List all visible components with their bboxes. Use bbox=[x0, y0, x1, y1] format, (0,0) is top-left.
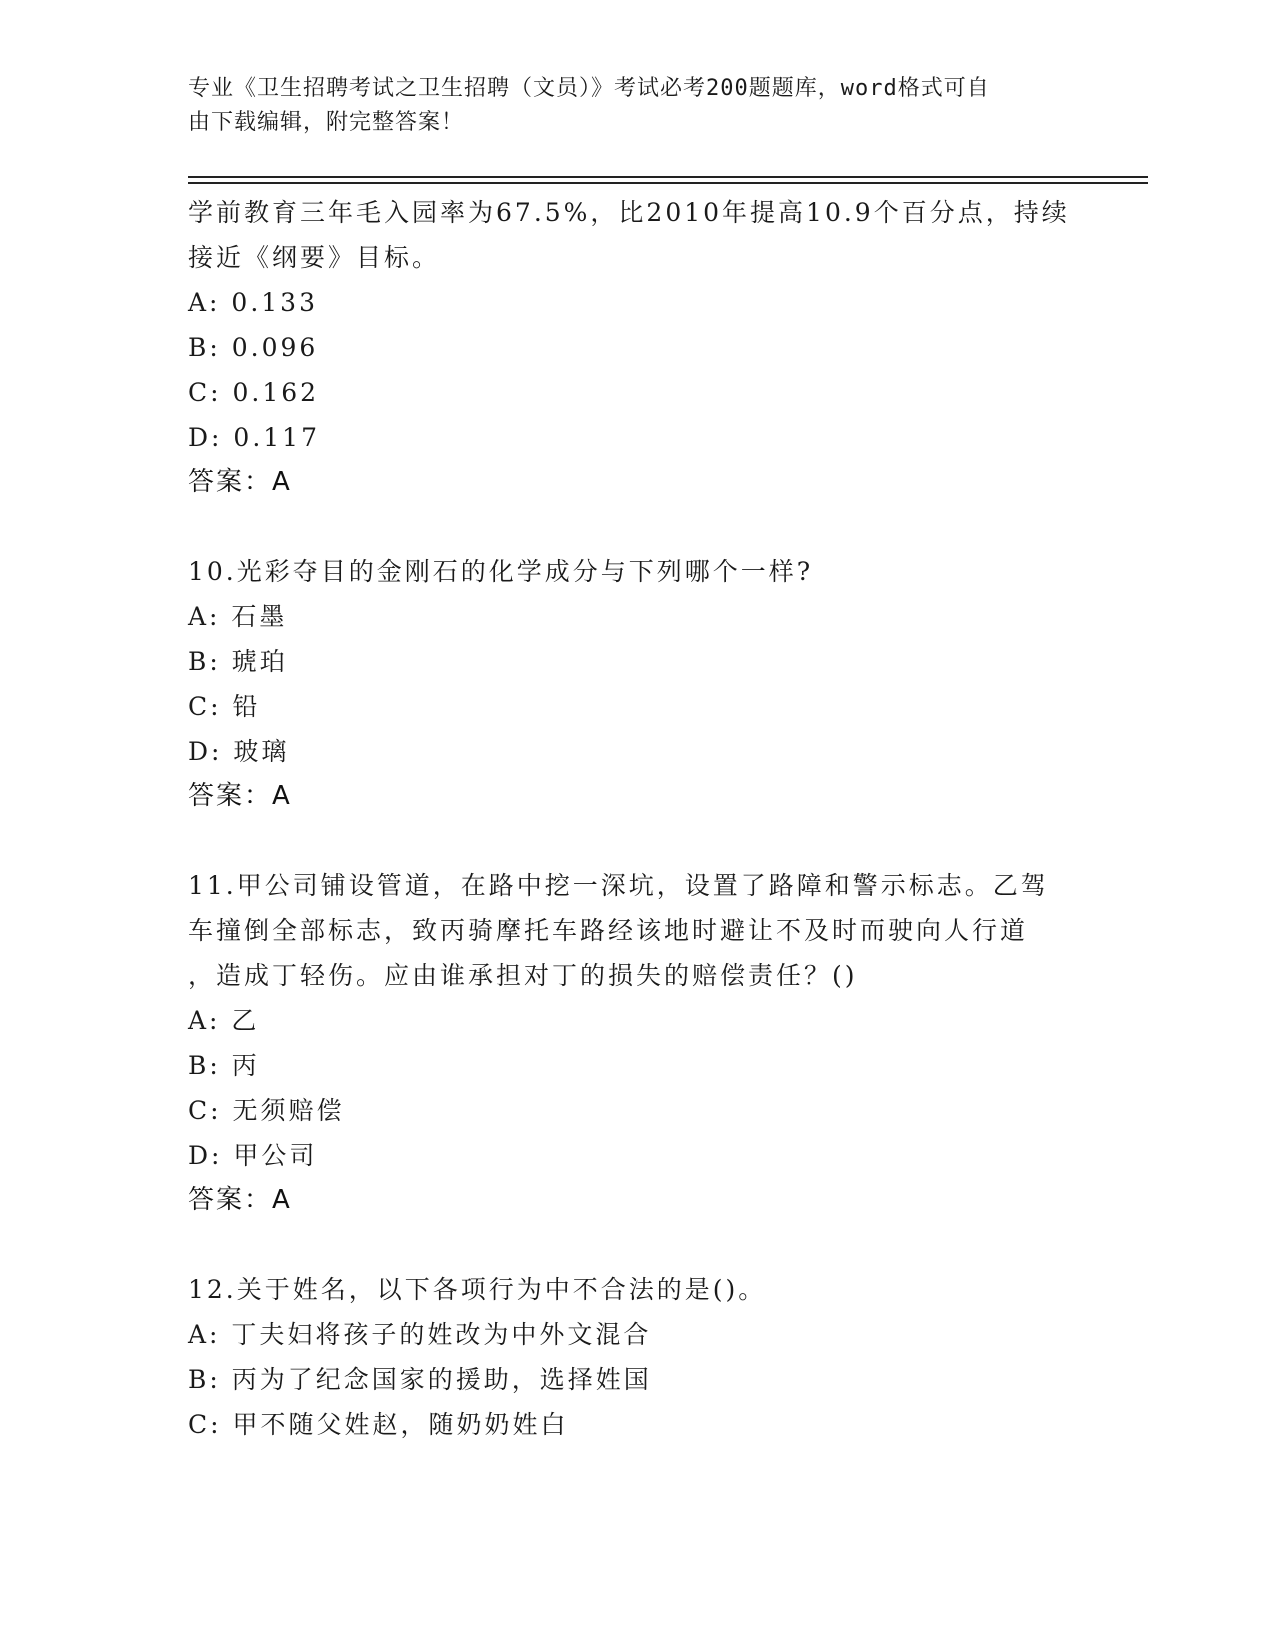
option-c: C: 无须赔偿 bbox=[188, 1096, 345, 1125]
option-b: B: 0.096 bbox=[188, 333, 319, 362]
answer-line: 答案：A bbox=[188, 467, 292, 497]
option-b: B: 琥珀 bbox=[188, 647, 288, 676]
question-stem-line: ，造成丁轻伤。应由谁承担对丁的损失的赔偿责任？() bbox=[188, 961, 858, 990]
document-content bbox=[188, 190, 1088, 1447]
question-9 bbox=[188, 190, 1088, 505]
answer-line: 答案：A bbox=[188, 781, 292, 811]
header-line-2: 由下载编辑，附完整答案！ bbox=[188, 110, 465, 135]
question-stem-line: 11.甲公司铺设管道，在路中挖一深坑，设置了路障和警示标志。乙驾 bbox=[188, 871, 1049, 900]
spacer bbox=[188, 1223, 1088, 1267]
question-stem-line: 接近《纲要》目标。 bbox=[188, 243, 441, 272]
question-stem-line: 车撞倒全部标志，致丙骑摩托车路经该地时避让不及时而驶向人行道 bbox=[188, 916, 1029, 945]
option-a: A: 0.133 bbox=[188, 288, 318, 317]
spacer bbox=[188, 505, 1088, 549]
question-11 bbox=[188, 863, 1088, 1223]
question-12 bbox=[188, 1267, 1088, 1447]
question-stem-line: 12.关于姓名，以下各项行为中不合法的是()。 bbox=[188, 1275, 767, 1304]
option-b: B: 丙 bbox=[188, 1051, 260, 1080]
spacer bbox=[188, 819, 1088, 863]
option-d: D: 0.117 bbox=[188, 423, 320, 452]
answer-line: 答案：A bbox=[188, 1185, 292, 1215]
option-c: C: 0.162 bbox=[188, 378, 320, 407]
header-rule-top bbox=[188, 176, 1148, 178]
option-d: D: 玻璃 bbox=[188, 737, 290, 766]
question-stem-line: 10.光彩夺目的金刚石的化学成分与下列哪个一样? bbox=[188, 557, 814, 586]
option-c: C: 甲不随父姓赵，随奶奶姓白 bbox=[188, 1410, 569, 1439]
option-a: A: 乙 bbox=[188, 1006, 260, 1035]
question-10 bbox=[188, 549, 1088, 819]
question-stem-line: 学前教育三年毛入园率为67.5%，比2010年提高10.9个百分点，持续 bbox=[188, 198, 1070, 227]
header-rule-bottom bbox=[188, 182, 1148, 184]
option-a: A: 石墨 bbox=[188, 602, 288, 631]
option-c: C: 铅 bbox=[188, 692, 261, 721]
option-b: B: 丙为了纪念国家的援助，选择姓国 bbox=[188, 1365, 652, 1394]
option-a: A: 丁夫妇将孩子的姓改为中外文混合 bbox=[188, 1320, 652, 1349]
header-line-1: 专业《卫生招聘考试之卫生招聘（文员）》考试必考200题题库，word格式可自 bbox=[188, 76, 990, 101]
option-d: D: 甲公司 bbox=[188, 1141, 318, 1170]
document-header bbox=[188, 72, 1068, 140]
